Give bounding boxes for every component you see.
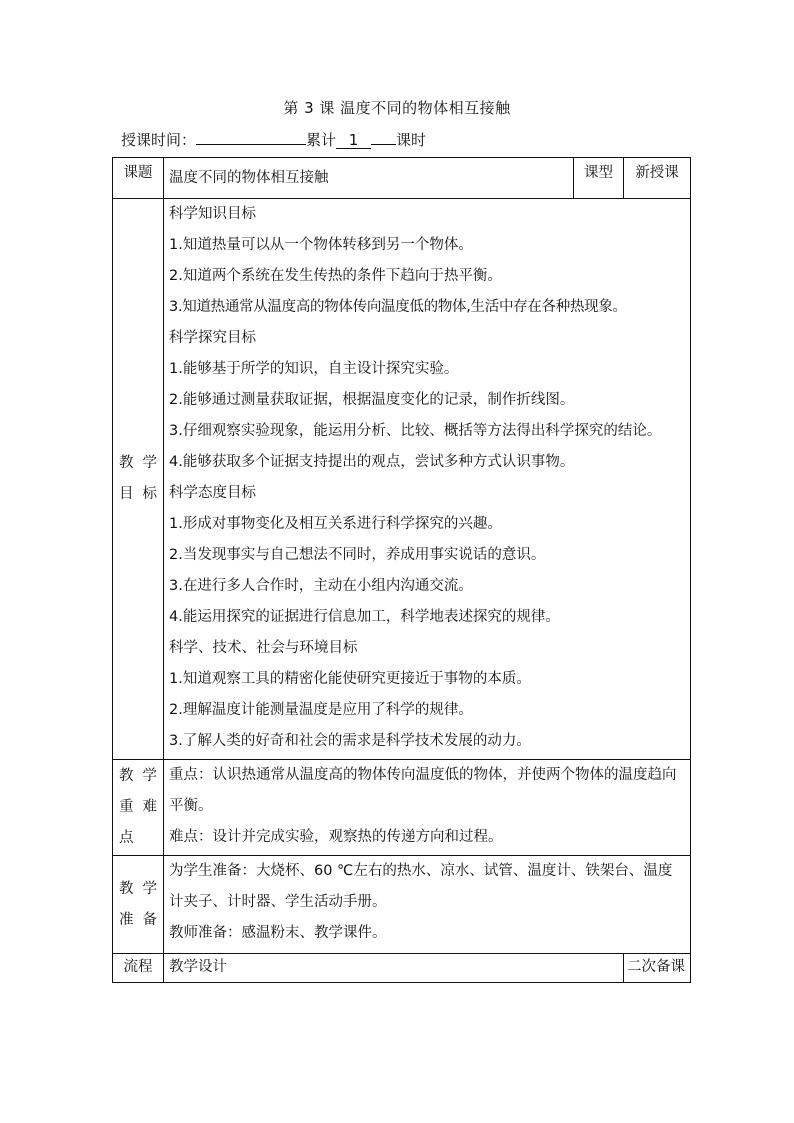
key-label-line: 点 [119, 830, 134, 846]
goal-line: 4.能够获取多个证据支持提出的观点，尝试多种方式认识事物。 [169, 454, 575, 470]
topic-value: 温度不同的物体相互接触 [164, 158, 574, 199]
row-topic [113, 158, 691, 199]
goal-line: 2.能够通过测量获取证据，根据温度变化的记录，制作折线图。 [169, 392, 575, 408]
goal-line: 科学探究目标 [169, 330, 256, 346]
goal-line: 科学态度目标 [169, 485, 256, 501]
goal-line: 2.当发现事实与自己想法不同时，养成用事实说话的意识。 [169, 547, 546, 563]
key-label-line: 重 难 [119, 799, 157, 815]
goal-line: 科学知识目标 [169, 206, 256, 222]
goal-line: 2.知道两个系统在发生传热的条件下趋向于热平衡。 [169, 268, 502, 284]
goals-content [164, 199, 691, 760]
row-key-points [113, 760, 691, 856]
type-value: 新授课 [624, 158, 691, 199]
goal-line: 1.知道观察工具的精密化能使研究更接近于事物的本质。 [169, 671, 531, 687]
row-prep [113, 856, 691, 954]
goals-label-line: 教 学 [119, 455, 157, 471]
goal-line: 3.在进行多人合作时，主动在小组内沟通交流。 [169, 578, 473, 594]
goal-line: 科学、技术、社会与环境目标 [169, 640, 358, 656]
prep-label [113, 856, 164, 954]
goals-label-line: 目标 [119, 486, 157, 502]
design-header: 教学设计 [164, 954, 624, 983]
prep-label-line: 教 学 [119, 880, 157, 897]
lesson-plan-table [112, 157, 691, 983]
total-label: 累计 [306, 131, 337, 149]
goal-line: 2.理解温度计能测量温度是应用了科学的规律。 [169, 702, 473, 718]
total-value: 1 [348, 131, 359, 149]
goals-label [113, 199, 164, 760]
goal-line: 4.能运用探究的证据进行信息加工，科学地表述探究的规律。 [169, 609, 560, 625]
goal-line: 3.了解人类的好奇和社会的需求是科学技术发展的动力。 [169, 733, 531, 749]
unit-label: 课时 [396, 131, 427, 149]
key-line: 难点：设计并完成实验，观察热的传递方向和过程。 [169, 829, 503, 845]
row-goals [113, 199, 691, 760]
prep-content [164, 856, 691, 954]
time-blank [196, 144, 306, 145]
flow-label: 流程 [113, 954, 164, 983]
key-label [113, 760, 164, 856]
prep-label-line: 准备 [119, 911, 157, 928]
lesson-meta [121, 129, 426, 150]
total-blank-tail [371, 144, 396, 145]
goal-line: 1.形成对事物变化及相互关系进行科学探究的兴趣。 [169, 516, 502, 532]
prep-line: 教师准备：感温粉末、教学课件。 [169, 925, 387, 941]
row-flow [113, 954, 691, 983]
prep-line: 为学生准备：大烧杯、60 ℃左右的热水、凉水、试管、温度计、铁架台、温度计夹子、计时器、学生活动手册。 [169, 863, 673, 910]
goal-line: 1.能够基于所学的知识，自主设计探究实验。 [169, 361, 459, 377]
time-label: 授课时间： [121, 131, 197, 149]
goal-line: 3.仔细观察实验现象，能运用分析、比较、概括等方法得出科学探究的结论。 [169, 423, 662, 439]
second-prep-header: 二次备课 [624, 954, 691, 983]
key-line: 重点：认识热通常从温度高的物体传向温度低的物体，并使两个物体的温度趋向平衡。 [169, 767, 677, 814]
goal-line: 1.知道热量可以从一个物体转移到另一个物体。 [169, 237, 473, 253]
key-label-line: 教 学 [119, 768, 157, 784]
key-content [164, 760, 691, 856]
page-title: 第 3 课 温度不同的物体相互接触 [283, 99, 511, 117]
total-blank [336, 132, 371, 149]
type-label: 课型 [574, 158, 624, 199]
topic-label: 课题 [113, 158, 164, 199]
goal-line: 3.知道热通常从温度高的物体传向温度低的物体,生活中存在各种热现象。 [169, 299, 627, 315]
